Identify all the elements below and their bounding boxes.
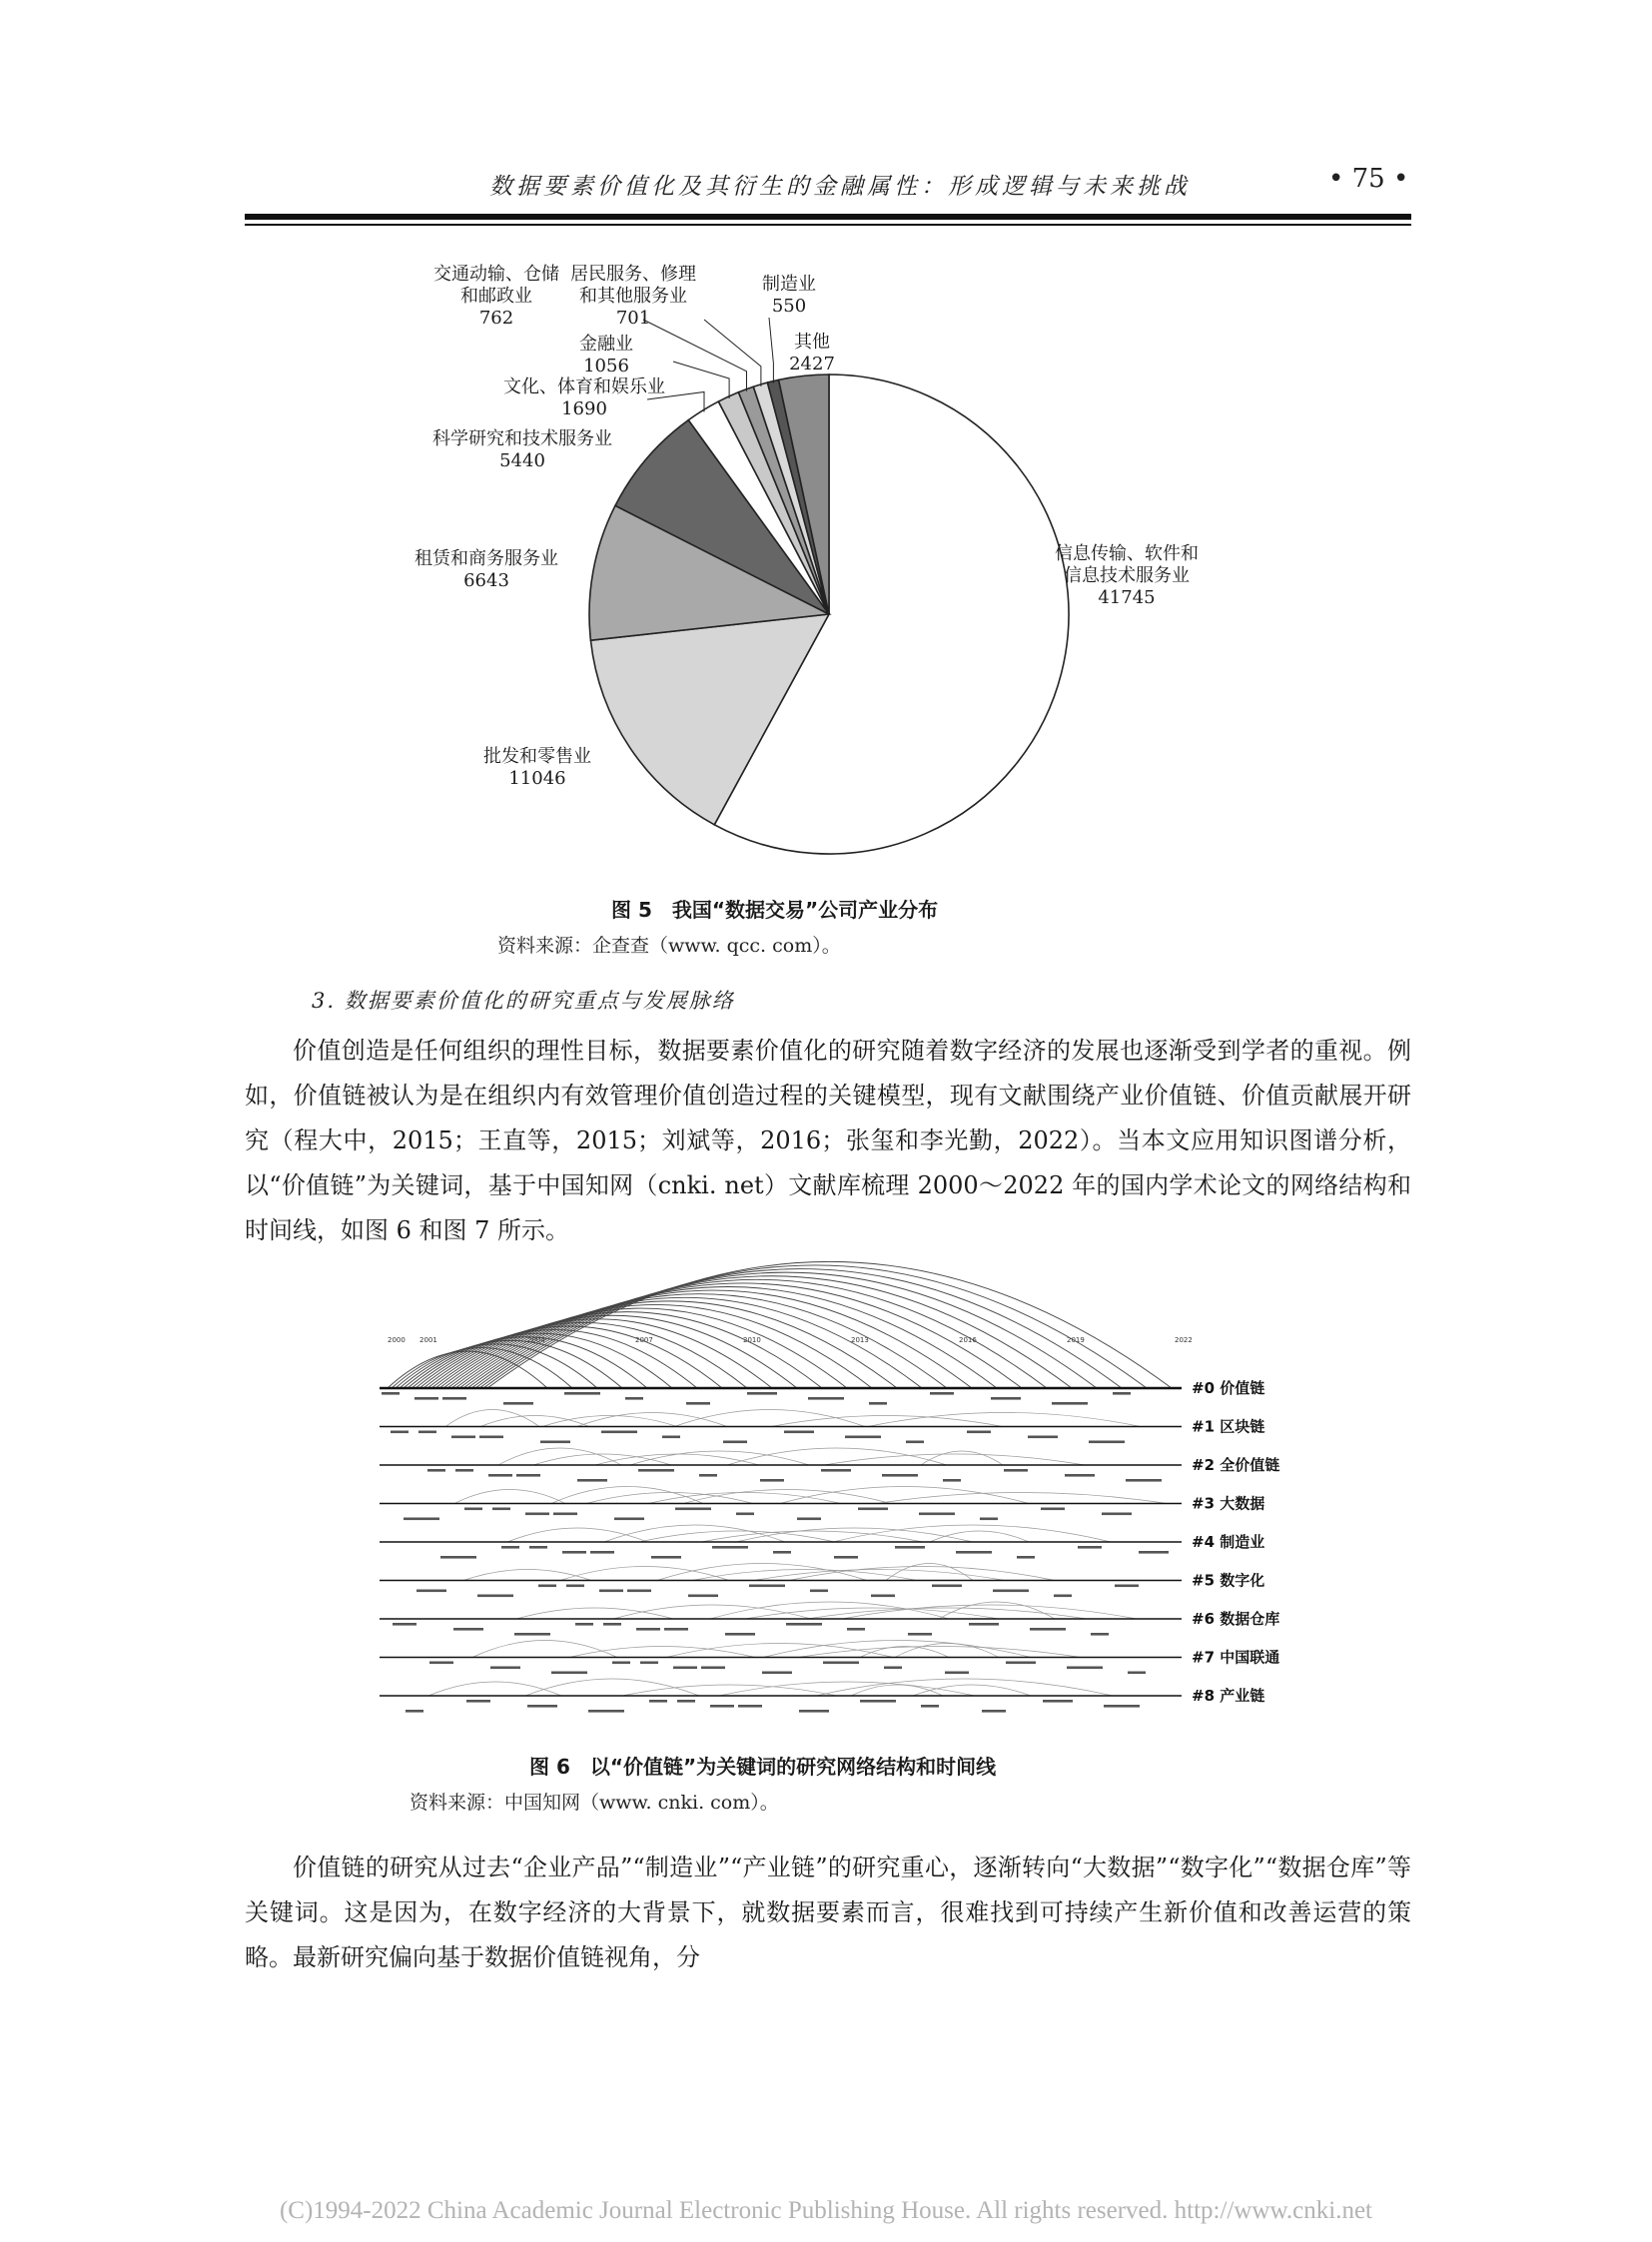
keyword-node-text xyxy=(1004,1469,1028,1472)
keyword-node-text xyxy=(991,1397,1021,1400)
cluster-label: #8 产业链 xyxy=(1192,1687,1265,1705)
keyword-node-text xyxy=(673,1667,697,1670)
slice-name-label: 租赁和商务服务业 xyxy=(414,548,558,569)
keyword-node-text xyxy=(808,1397,844,1400)
slice-name-label: 科学研究和技术服务业 xyxy=(432,428,612,449)
timeline-year-label: 2019 xyxy=(1067,1336,1085,1344)
keyword-node-text xyxy=(699,1474,717,1477)
keyword-node-text xyxy=(464,1508,482,1511)
keyword-node-text xyxy=(453,1628,483,1631)
keyword-node-text xyxy=(662,1436,680,1439)
slice-value-label: 2427 xyxy=(789,354,835,374)
keyword-node-text xyxy=(884,1667,902,1670)
cooccurrence-arc xyxy=(789,1567,1055,1581)
keyword-node-text xyxy=(564,1392,600,1395)
keyword-node-text xyxy=(590,1551,614,1554)
cooccurrence-arc xyxy=(736,1528,973,1542)
keyword-node-text xyxy=(1139,1551,1169,1554)
keyword-node-text xyxy=(677,1700,695,1703)
cluster-label: #1 区块链 xyxy=(1192,1417,1265,1436)
cooccurrence-arc xyxy=(595,1454,759,1465)
keyword-node-text xyxy=(932,1585,962,1588)
cluster-label: #3 大数据 xyxy=(1192,1494,1265,1513)
slice-name-label: 其他 xyxy=(794,332,830,353)
keyword-node-text xyxy=(1052,1402,1088,1405)
keyword-node-text xyxy=(969,1623,999,1626)
slice-value-label: 5440 xyxy=(499,450,545,471)
cooccurrence-arc xyxy=(780,1487,1029,1504)
cooccurrence-arc xyxy=(886,1564,973,1581)
slice-value-label: 1056 xyxy=(583,356,629,376)
slice-name-label: 批发和零售业 xyxy=(483,746,591,767)
slice-name-label: 金融业 xyxy=(579,334,633,355)
keyword-node-text xyxy=(612,1662,630,1665)
cooccurrence-arc xyxy=(613,1605,811,1619)
keyword-node-text xyxy=(1128,1672,1146,1675)
cooccurrence-arc xyxy=(833,1525,1111,1542)
cooccurrence-arc xyxy=(763,1641,1031,1658)
keyword-node-text xyxy=(1091,1633,1109,1636)
timeline-year-label: 2000 xyxy=(388,1336,406,1344)
keyword-node-text xyxy=(736,1513,754,1516)
keyword-node-text xyxy=(943,1479,961,1482)
keyword-node-text xyxy=(599,1590,623,1593)
keyword-node-text xyxy=(492,1508,510,1511)
keyword-node-text xyxy=(749,1585,785,1588)
keyword-node-text xyxy=(725,1633,755,1636)
slice-name-label: 和邮政业 xyxy=(460,286,532,307)
figure6-source: 资料来源：中国知网（www. cnki. com）。 xyxy=(410,1792,779,1814)
keyword-node-text xyxy=(773,1551,791,1554)
keyword-node-text xyxy=(466,1700,490,1703)
keyword-node-text xyxy=(919,1513,955,1516)
keyword-node-text xyxy=(488,1474,512,1477)
keyword-node-text xyxy=(847,1628,865,1631)
cooccurrence-arc xyxy=(798,1647,1081,1658)
figure5-pie-chart xyxy=(400,250,1258,899)
cooccurrence-arc xyxy=(868,1413,1141,1427)
cooccurrence-arc xyxy=(622,1685,837,1696)
figure5-caption: 图 5 我国“数据交易”公司产业分布 xyxy=(611,898,939,922)
cooccurrence-arc xyxy=(498,1448,621,1465)
keyword-node-text xyxy=(418,1431,436,1434)
cooccurrence-arc xyxy=(824,1454,1085,1465)
keyword-node-text xyxy=(529,1546,547,1549)
keyword-node-text xyxy=(566,1585,584,1588)
keyword-node-text xyxy=(810,1590,828,1593)
keyword-node-text xyxy=(416,1590,446,1593)
keyword-node-text xyxy=(858,1508,888,1511)
keyword-node-text xyxy=(1113,1392,1131,1395)
cooccurrence-arc xyxy=(674,1410,865,1427)
keyword-node-text xyxy=(747,1392,777,1395)
timeline-year-label: 2010 xyxy=(743,1336,761,1344)
cooccurrence-arc xyxy=(454,1490,565,1504)
keyword-node-text xyxy=(956,1551,992,1554)
cooccurrence-arc xyxy=(913,1685,1031,1696)
cluster-label: #6 数据仓库 xyxy=(1192,1610,1280,1628)
keyword-node-text xyxy=(784,1431,814,1434)
keyword-node-text xyxy=(675,1508,711,1511)
cooccurrence-arc xyxy=(842,1605,1137,1619)
keyword-node-text xyxy=(490,1667,520,1670)
cluster-label: #5 数字化 xyxy=(1192,1571,1265,1590)
cooccurrence-arc xyxy=(666,1644,893,1658)
cooccurrence-arc xyxy=(471,1276,1072,1388)
keyword-node-text xyxy=(871,1595,895,1598)
keyword-node-text xyxy=(701,1667,725,1670)
keyword-node-text xyxy=(882,1474,918,1477)
header-rule xyxy=(245,214,1411,220)
keyword-node-text xyxy=(640,1662,658,1665)
keyword-node-text xyxy=(575,1623,593,1626)
cooccurrence-arc xyxy=(727,1448,947,1465)
keyword-node-text xyxy=(845,1436,881,1439)
timeline-year-label: 2004 xyxy=(527,1336,545,1344)
timeline-year-label: 2016 xyxy=(959,1336,977,1344)
keyword-node-text xyxy=(427,1469,445,1472)
slice-name-label: 和其他服务业 xyxy=(579,286,687,307)
page-number: • 75 • xyxy=(1328,164,1409,194)
keyword-node-text xyxy=(993,1590,1029,1593)
keyword-node-text xyxy=(429,1662,453,1665)
leader-line xyxy=(673,362,729,398)
keyword-node-text xyxy=(442,1397,466,1400)
slice-value-label: 701 xyxy=(615,308,651,329)
keyword-node-text xyxy=(1089,1441,1125,1444)
keyword-node-text xyxy=(664,1628,688,1631)
keyword-node-text xyxy=(414,1397,438,1400)
leader-line xyxy=(704,320,761,386)
cooccurrence-arc xyxy=(480,1416,589,1427)
keyword-node-text xyxy=(723,1441,747,1444)
keyword-node-text xyxy=(710,1705,734,1708)
header-rule-thin xyxy=(245,224,1411,226)
slice-value-label: 41745 xyxy=(1098,587,1156,608)
figure6-caption: 图 6 以“价值链”为关键词的研究网络结构和时间线 xyxy=(529,1755,997,1779)
slice-value-label: 762 xyxy=(478,308,514,329)
keyword-node-text xyxy=(799,1710,829,1713)
cooccurrence-arc xyxy=(630,1451,809,1465)
cooccurrence-arc xyxy=(921,1451,1003,1465)
keyword-node-text xyxy=(945,1672,969,1675)
keyword-node-text xyxy=(1115,1585,1139,1588)
keyword-node-text xyxy=(1028,1436,1058,1439)
section-heading: 3. 数据要素价值化的研究重点与发展脉络 xyxy=(312,989,735,1013)
keyword-node-text xyxy=(1054,1595,1072,1598)
cooccurrence-arc xyxy=(472,1641,617,1658)
keyword-node-text xyxy=(440,1556,476,1559)
keyword-node-text xyxy=(404,1518,439,1521)
cooccurrence-arc xyxy=(445,1410,539,1427)
cluster-label: #4 制造业 xyxy=(1192,1533,1265,1551)
timeline-year-label: 2001 xyxy=(419,1336,437,1344)
cooccurrence-arc xyxy=(930,1531,1029,1542)
keyword-node-text xyxy=(921,1705,939,1708)
timeline-year-label: 2013 xyxy=(851,1336,869,1344)
keyword-node-text xyxy=(738,1705,762,1708)
keyword-node-text xyxy=(479,1436,503,1439)
cooccurrence-arc xyxy=(771,1416,1003,1427)
figure5-source: 资料来源：企查查（www. qcc. com）。 xyxy=(497,935,841,957)
cooccurrence-arc xyxy=(431,1312,822,1388)
paragraph-text: 价值链的研究从过去“企业产品”“制造业”“产业链”的研究重心，逐渐转向“大数据”“数字化”“数据仓库”等关键词。这是因为，在数字经济的大背景下，就数据要素而言，很难找到可持续产生新价值和改善运营的策略。最新研究偏向基于数据价值链视角，分 xyxy=(245,1854,1411,1971)
slice-value-label: 550 xyxy=(771,296,807,317)
slice-value-label: 6643 xyxy=(463,570,509,591)
slice-name-label: 交通动输、仓储 xyxy=(433,264,559,285)
keyword-node-text xyxy=(501,1546,519,1549)
keyword-node-text xyxy=(451,1436,475,1439)
cooccurrence-arc xyxy=(428,1682,561,1696)
keyword-node-text xyxy=(1041,1508,1065,1511)
keyword-node-text xyxy=(906,1441,924,1444)
keyword-node-text xyxy=(477,1595,513,1598)
cooccurrence-arc xyxy=(692,1570,917,1581)
keyword-node-text xyxy=(538,1585,556,1588)
cooccurrence-arc xyxy=(860,1647,949,1658)
keyword-node-text xyxy=(1043,1700,1073,1703)
cluster-label: #2 全价值链 xyxy=(1192,1456,1280,1474)
keyword-node-text xyxy=(895,1546,925,1549)
keyword-node-text xyxy=(686,1402,710,1405)
keyword-node-text xyxy=(869,1402,887,1405)
cooccurrence-arc xyxy=(710,1602,949,1619)
keyword-node-text xyxy=(930,1392,954,1395)
timeline-year-label: 2022 xyxy=(1175,1336,1193,1344)
keyword-node-text xyxy=(614,1518,644,1521)
keyword-node-text xyxy=(649,1700,667,1703)
slice-name-label: 文化、体育和娱乐业 xyxy=(503,376,665,397)
keyword-node-text xyxy=(1104,1705,1140,1708)
cooccurrence-arc xyxy=(525,1679,699,1696)
slice-name-label: 信息传输、软件和 xyxy=(1055,543,1199,564)
keyword-node-text xyxy=(391,1431,409,1434)
keyword-node-text xyxy=(577,1479,607,1482)
cooccurrence-arc xyxy=(754,1570,1005,1581)
keyword-node-text xyxy=(393,1623,416,1626)
cooccurrence-arc xyxy=(745,1608,999,1619)
keyword-node-text xyxy=(1126,1479,1162,1482)
slice-name-label: 居民服务、修理 xyxy=(570,264,696,285)
section3-paragraph xyxy=(245,1029,1411,1253)
keyword-node-text xyxy=(562,1551,586,1554)
keyword-node-text xyxy=(1017,1556,1035,1559)
cooccurrence-arc xyxy=(639,1531,835,1542)
keyword-node-text xyxy=(760,1479,784,1482)
leader-line xyxy=(769,318,773,383)
keyword-node-text xyxy=(1030,1628,1066,1631)
keyword-node-text xyxy=(516,1474,540,1477)
cooccurrence-arc xyxy=(701,1531,923,1542)
keyword-node-text xyxy=(603,1623,621,1626)
keyword-node-text xyxy=(797,1518,821,1521)
keyword-node-text xyxy=(540,1441,570,1444)
keyword-node-text xyxy=(455,1469,473,1472)
keyword-node-text xyxy=(982,1710,1006,1713)
running-header-title: 数据要素价值化及其衍生的金融属性：形成逻辑与未来挑战 xyxy=(489,174,1191,200)
keyword-node-text xyxy=(651,1556,681,1559)
slice-value-label: 11046 xyxy=(508,768,566,789)
keyword-node-text xyxy=(406,1710,423,1713)
keyword-node-text xyxy=(1067,1667,1103,1670)
keyword-node-text xyxy=(527,1705,557,1708)
paragraph-text: 价值创造是任何组织的理性目标，数据要素价值化的研究随着数字经济的发展也逐渐受到学者的重视。例如，价值链被认为是在组织内有效管理价值创造过程的关键模型，现有文献围绕产业价值链、价值贡献展开研究（程大中，2015；王直等，2015；刘斌等，2016；张玺和李光勤，2022）。当本文应用知识图谱分析，以“价值链”为关键词，基于中国知网（cnki. net）文献库梳理 2000～2022 年的国内学术论文的网络结构和时间线，如图 6 和图 7 所示。 xyxy=(245,1037,1411,1244)
keyword-node-text xyxy=(514,1633,550,1636)
keyword-node-text xyxy=(860,1700,896,1703)
keyword-node-text xyxy=(762,1672,792,1675)
keyword-node-text xyxy=(688,1595,718,1598)
keyword-node-text xyxy=(712,1546,748,1549)
cluster-label: #7 中国联通 xyxy=(1192,1648,1280,1667)
cooccurrence-arc xyxy=(479,1269,1122,1388)
cooccurrence-arc xyxy=(657,1564,867,1581)
cooccurrence-arc xyxy=(939,1602,1055,1619)
timeline-year-label: 2007 xyxy=(635,1336,653,1344)
keyword-node-text xyxy=(1006,1662,1036,1665)
cooccurrence-arc xyxy=(463,1570,591,1581)
keyword-node-text xyxy=(908,1633,932,1636)
cluster-label: #0 价值链 xyxy=(1192,1379,1265,1397)
keyword-node-text xyxy=(980,1518,998,1521)
keyword-node-text xyxy=(588,1710,624,1713)
slice-name-label: 制造业 xyxy=(762,274,816,295)
cooccurrence-arc xyxy=(895,1644,999,1658)
keyword-node-text xyxy=(625,1397,643,1400)
keyword-node-text xyxy=(821,1469,851,1472)
keyword-node-text xyxy=(601,1431,637,1434)
cooccurrence-arc xyxy=(516,1608,673,1619)
keyword-node-text xyxy=(551,1672,587,1675)
closing-paragraph xyxy=(245,1846,1411,1980)
keyword-node-text xyxy=(382,1392,400,1395)
cooccurrence-arc xyxy=(577,1413,727,1427)
keyword-node-text xyxy=(1102,1513,1132,1516)
keyword-node-text xyxy=(823,1662,859,1665)
keyword-node-text xyxy=(834,1556,858,1559)
keyword-node-text xyxy=(525,1513,549,1516)
figure6-network-timeline xyxy=(368,1298,1280,1743)
keyword-node-text xyxy=(638,1469,674,1472)
cooccurrence-arc xyxy=(569,1647,755,1658)
copyright-footer: (C)1994-2022 China Academic Journal Electronic Publishing House. All rights reserved. http://www.cnki.net xyxy=(279,2197,1373,2224)
keyword-node-text xyxy=(1065,1474,1095,1477)
keyword-node-text xyxy=(503,1402,533,1405)
keyword-node-text xyxy=(967,1431,991,1434)
keyword-node-text xyxy=(786,1623,822,1626)
slice-name-label: 信息技术服务业 xyxy=(1064,565,1190,586)
keyword-node-text xyxy=(636,1628,660,1631)
keyword-node-text xyxy=(627,1590,651,1593)
keyword-node-text xyxy=(553,1513,577,1516)
cooccurrence-arc xyxy=(435,1308,847,1388)
slice-value-label: 1690 xyxy=(561,398,607,419)
keyword-node-text xyxy=(1078,1546,1102,1549)
